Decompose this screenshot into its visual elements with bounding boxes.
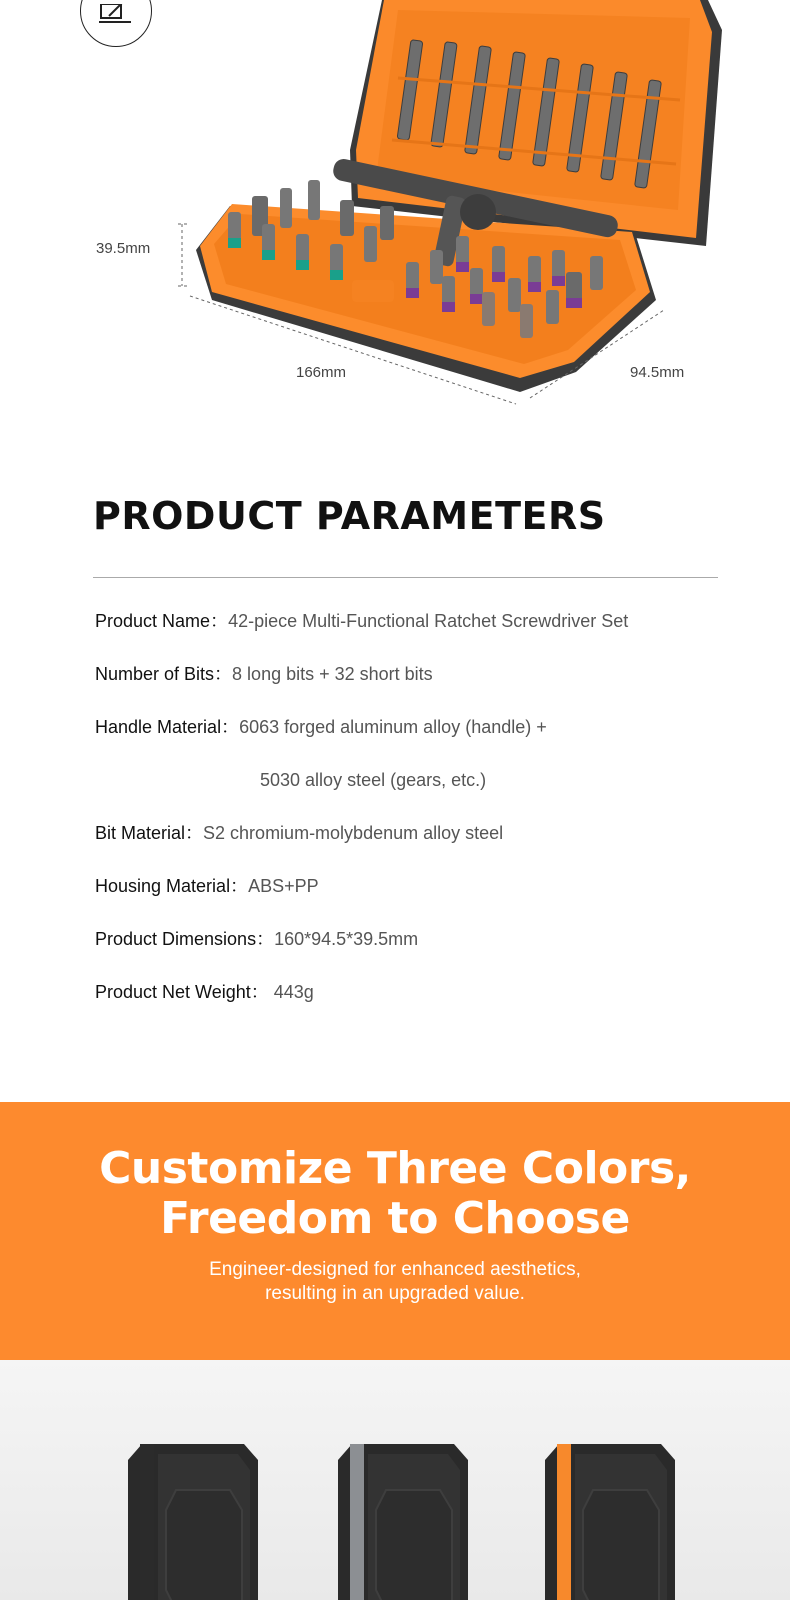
param-handle-material-continued: [95, 767, 755, 820]
case-variant-black: [118, 1440, 268, 1600]
color-options-banner: [0, 1102, 790, 1360]
param-key: Number of Bits：: [95, 664, 233, 684]
banner-title: [0, 1144, 790, 1244]
param-key: Bit Material：: [95, 823, 204, 843]
param-key: Product Dimensions：: [95, 929, 275, 949]
param-value: 443g: [268, 982, 314, 1002]
case-variant-grey: [328, 1440, 478, 1600]
banner-title-line2: Freedom to Choose: [160, 1193, 630, 1244]
param-key: Housing Material：: [95, 876, 249, 896]
banner-title-line1: Customize Three Colors,: [99, 1143, 691, 1194]
width-dimension-label: 94.5mm: [630, 364, 685, 381]
param-value: 6063 forged aluminum alloy (handle) +: [239, 717, 547, 737]
color-variants: [0, 1360, 790, 1600]
product-hero: [0, 0, 790, 440]
banner-subtitle: [0, 1258, 790, 1306]
param-value: 160*94.5*39.5mm: [274, 929, 419, 949]
banner-subtitle-line1: Engineer-designed for enhanced aesthetics,: [209, 1259, 581, 1280]
param-value: 5030 alloy steel (gears, etc.): [260, 770, 487, 790]
height-dimension-label: 39.5mm: [96, 240, 151, 257]
param-product-name: [95, 608, 755, 661]
param-key: Handle Material：: [95, 717, 240, 737]
section-title: PRODUCT PARAMETERS: [93, 494, 606, 538]
param-housing-material: [95, 873, 755, 926]
length-dimension-label: 166mm: [296, 364, 347, 381]
param-value: S2 chromium-molybdenum alloy steel: [203, 823, 504, 843]
case-variant-orange: [535, 1440, 685, 1600]
variant-accent-stripe: [350, 1444, 364, 1600]
parameter-list: [95, 608, 755, 1032]
param-number-of-bits: [95, 661, 755, 714]
divider: [93, 577, 718, 578]
param-value: 42-piece Multi-Functional Ratchet Screwdriver Set: [228, 611, 629, 631]
variant-accent-stripe: [140, 1444, 154, 1600]
param-value: ABS+PP: [248, 876, 319, 896]
param-handle-material: [95, 714, 755, 767]
banner-subtitle-line2: resulting in an upgraded value.: [265, 1283, 525, 1304]
param-key: Product Net Weight：: [95, 982, 269, 1002]
param-value: 8 long bits + 32 short bits: [232, 664, 433, 684]
param-net-weight: [95, 979, 755, 1032]
variant-accent-stripe: [557, 1444, 571, 1600]
param-key: Product Name：: [95, 611, 229, 631]
param-product-dimensions: [95, 926, 755, 979]
param-bit-material: [95, 820, 755, 873]
